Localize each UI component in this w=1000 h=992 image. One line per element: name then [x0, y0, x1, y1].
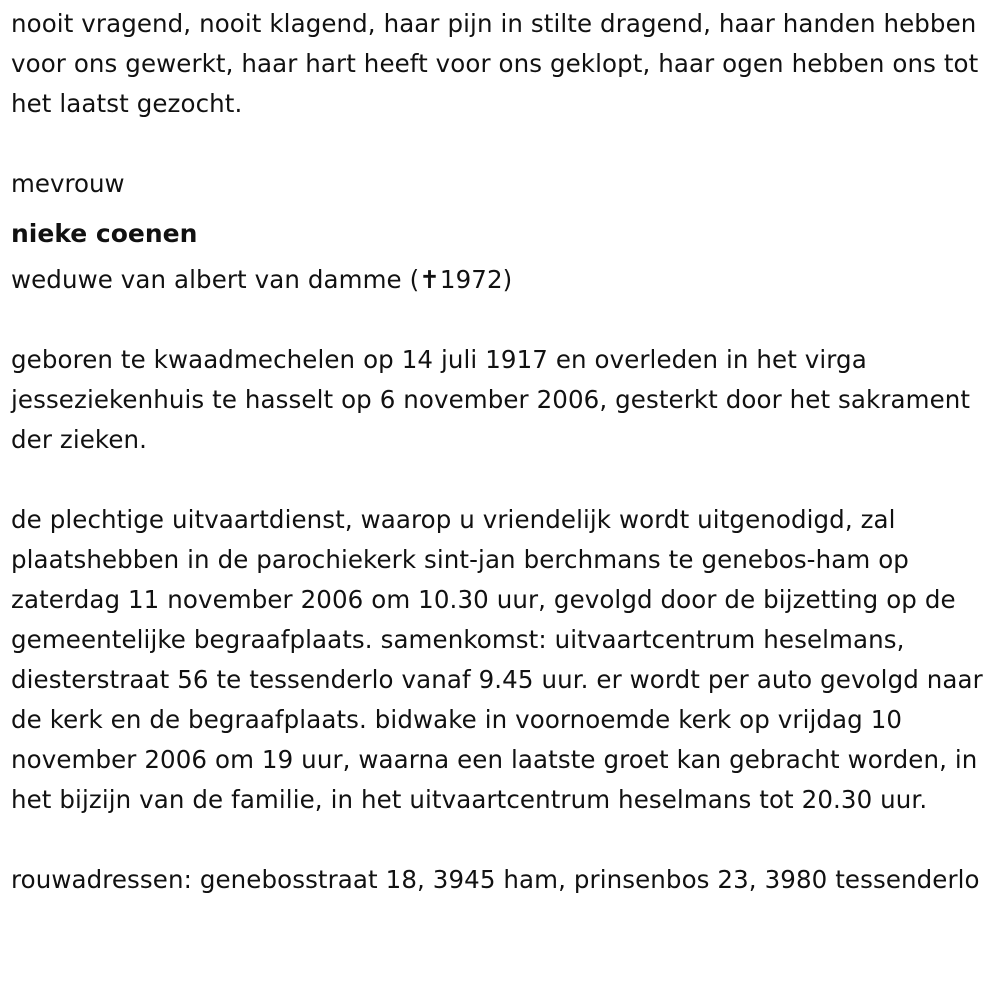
funeral-paragraph: de plechtige uitvaartdienst, waarop u vriendelijk wordt uitgenodigd, zal plaatshebben in de parochiekerk sint-jan berchmans te genebos-ham op zaterdag 11 november 2006 om 10.30 uur, gevolgd door de bijzetting op de gemeentelijke begraafplaats. samenkomst: uitvaartcentrum heselmans, diesterstraat 56 te tessenderlo vanaf 9.45 uur. er wordt per auto gevolgd naar de kerk en de begraafplaats. bidwake in voornoemde kerk op vrijdag 10 november 2006 om 19 uur, waarna een laatste groet kan gebracht worden, in het bijzijn van de familie, in het uitvaartcentrum heselmans tot 20.30 uur. — [11, 505, 983, 814]
honorific: mevrouw — [11, 169, 125, 198]
deceased-name: nieke coenen — [11, 219, 198, 248]
opening-verse: nooit vragend, nooit klagend, haar pijn in stilte dragend, haar handen hebben voor ons gewerkt, haar hart heeft voor ons geklopt, haar ogen hebben ons tot het laatst gezocht. — [11, 9, 979, 118]
relation-line: weduwe van albert van damme (✝1972) — [11, 265, 513, 294]
mourning-addresses: rouwadressen: genebosstraat 18, 3945 ham, prinsenbos 23, 3980 tessenderlo — [11, 865, 980, 894]
birth-death-paragraph: geboren te kwaadmechelen op 14 juli 1917 en overleden in het virga jesseziekenhuis te hasselt op 6 november 2006, gesterkt door het sakrament der zieken. — [11, 345, 971, 454]
obituary-notice — [11, 4, 995, 900]
